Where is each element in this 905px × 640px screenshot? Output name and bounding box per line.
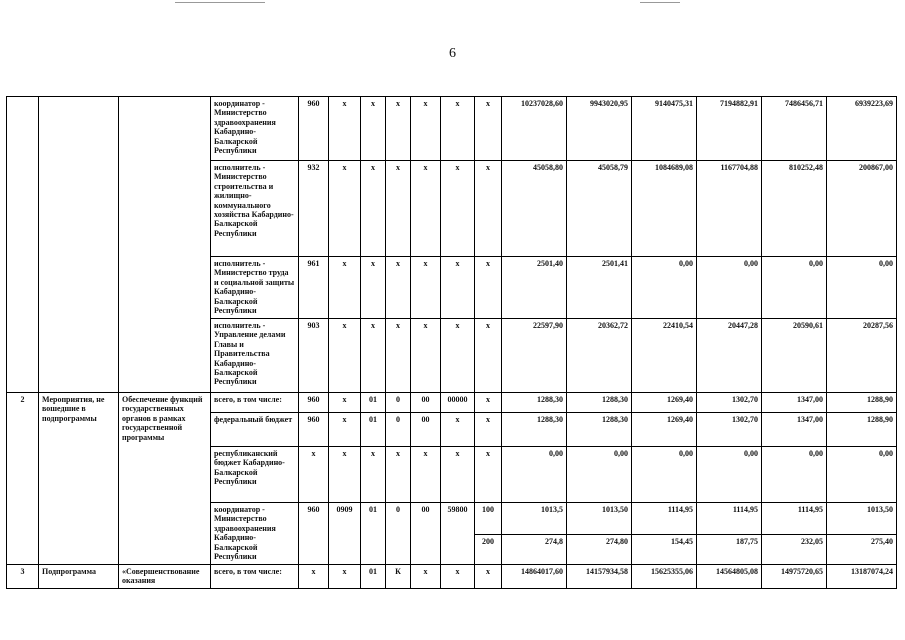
code-cell: 01 (361, 565, 386, 589)
value-cell: 1288,30 (567, 413, 632, 447)
value-cell: 1084689,08 (632, 161, 697, 257)
code-cell: x (411, 447, 441, 503)
value-cell: 200867,00 (827, 161, 897, 257)
value-cell: 1347,00 (762, 413, 827, 447)
value-cell: 0,00 (697, 447, 762, 503)
code-cell: x (299, 447, 329, 503)
code-cell: x (441, 447, 475, 503)
value-cell: 2501,41 (567, 257, 632, 319)
code-cell: 01 (361, 413, 386, 447)
value-cell: 22597,90 (502, 319, 567, 393)
actor-cell: исполнитель - Управление делами Главы и Правительства Кабардино-Балкарской Республики (211, 319, 299, 393)
page-number: 6 (449, 46, 456, 61)
value-cell: 1288,90 (827, 413, 897, 447)
code-cell: x (386, 447, 411, 503)
code-cell: x (475, 97, 502, 161)
scan-artifact (175, 2, 265, 3)
value-cell: 1288,30 (502, 393, 567, 413)
value-cell: 1269,40 (632, 393, 697, 413)
value-cell: 274,80 (567, 535, 632, 565)
code-cell: x (475, 413, 502, 447)
code-cell: x (441, 97, 475, 161)
code-cell: x (361, 161, 386, 257)
value-cell: 0,00 (502, 447, 567, 503)
value-cell: 1269,40 (632, 413, 697, 447)
code-cell: x (475, 257, 502, 319)
actor-cell: всего, в том числе: (211, 565, 299, 589)
code-cell: x (329, 97, 361, 161)
code-cell: x (475, 393, 502, 413)
table-row (7, 97, 897, 161)
value-cell: 1114,95 (697, 503, 762, 535)
code-cell: 00 (411, 503, 441, 565)
table-row (7, 565, 897, 589)
code-cell: x (361, 319, 386, 393)
value-cell: 20362,72 (567, 319, 632, 393)
code-cell: 932 (299, 161, 329, 257)
code-cell: x (329, 161, 361, 257)
value-cell: 14157934,58 (567, 565, 632, 589)
value-cell: 810252,48 (762, 161, 827, 257)
code-cell: x (386, 97, 411, 161)
code-cell: x (411, 257, 441, 319)
code-cell: 0 (386, 503, 411, 565)
code-cell: x (329, 393, 361, 413)
value-cell: 20287,56 (827, 319, 897, 393)
code-cell: 00 (411, 413, 441, 447)
value-cell: 7194882,91 (697, 97, 762, 161)
value-cell: 187,75 (697, 535, 762, 565)
value-cell: 274,8 (502, 535, 567, 565)
code-cell: x (361, 447, 386, 503)
code-cell: x (329, 447, 361, 503)
value-cell: 14564805,08 (697, 565, 762, 589)
code-cell: x (329, 257, 361, 319)
budget-table (6, 96, 897, 589)
code-cell: 59800 (441, 503, 475, 565)
value-cell: 7486456,71 (762, 97, 827, 161)
code-cell: 01 (361, 393, 386, 413)
code-cell: x (441, 413, 475, 447)
code-cell: x (411, 319, 441, 393)
value-cell: 1288,30 (567, 393, 632, 413)
value-cell: 1302,70 (697, 393, 762, 413)
value-cell: 0,00 (762, 447, 827, 503)
value-cell: 1013,50 (827, 503, 897, 535)
value-cell: 6939223,69 (827, 97, 897, 161)
code-cell: x (329, 319, 361, 393)
actor-cell: всего, в том числе: (211, 393, 299, 413)
code-cell: x (441, 319, 475, 393)
name-cell (119, 97, 211, 393)
value-cell: 232,05 (762, 535, 827, 565)
code-cell: x (441, 161, 475, 257)
code-cell: 960 (299, 413, 329, 447)
value-cell: 14864017,60 (502, 565, 567, 589)
value-cell: 0,00 (632, 257, 697, 319)
number-cell (7, 97, 39, 393)
value-cell: 154,45 (632, 535, 697, 565)
code-cell: x (475, 447, 502, 503)
value-cell: 0,00 (827, 257, 897, 319)
value-cell: 15625355,06 (632, 565, 697, 589)
name-cell: Обеспечение функций государственных органов в рамках государственной программы (119, 393, 211, 565)
code-cell: 960 (299, 393, 329, 413)
code-cell: 960 (299, 97, 329, 161)
value-cell: 1114,95 (632, 503, 697, 535)
code-cell: 0 (386, 413, 411, 447)
value-cell: 0,00 (632, 447, 697, 503)
value-cell: 0,00 (567, 447, 632, 503)
value-cell: 1302,70 (697, 413, 762, 447)
code-cell: x (475, 161, 502, 257)
actor-cell: исполнитель - Министерство строительства и жилищно-коммунального хозяйства Кабардино-Балкарской Республики (211, 161, 299, 257)
code-cell: x (386, 257, 411, 319)
code-cell: x (361, 257, 386, 319)
code-cell: 01 (361, 503, 386, 565)
code-cell: x (299, 565, 329, 589)
code-cell: x (411, 161, 441, 257)
value-cell: 1013,50 (567, 503, 632, 535)
value-cell: 45058,80 (502, 161, 567, 257)
value-cell: 0,00 (697, 257, 762, 319)
value-cell: 1347,00 (762, 393, 827, 413)
actor-cell: координатор - Министерство здравоохранения Кабардино-Балкарской Республики (211, 503, 299, 565)
value-cell: 20590,61 (762, 319, 827, 393)
value-cell: 0,00 (762, 257, 827, 319)
type-cell (39, 97, 119, 393)
value-cell: 2501,40 (502, 257, 567, 319)
number-cell: 3 (7, 565, 39, 589)
code-cell: x (441, 257, 475, 319)
code-cell: x (361, 97, 386, 161)
value-cell: 10237028,60 (502, 97, 567, 161)
code-cell: 00000 (441, 393, 475, 413)
type-cell: Мероприятия, не вошедшие в подпрограммы (39, 393, 119, 565)
table-row (7, 393, 897, 413)
actor-cell: исполнитель - Министерство труда и социальной защиты Кабардино-Балкарской Республики (211, 257, 299, 319)
actor-cell: федеральный бюджет (211, 413, 299, 447)
code-cell: x (411, 565, 441, 589)
code-cell: 200 (475, 535, 502, 565)
actor-cell: координатор - Министерство здравоохранения Кабардино-Балкарской Республики (211, 97, 299, 161)
name-cell: «Совершенствование оказания (119, 565, 211, 589)
code-cell: x (386, 161, 411, 257)
value-cell: 20447,28 (697, 319, 762, 393)
actor-cell: республиканский бюджет Кабардино-Балкарской Республики (211, 447, 299, 503)
value-cell: 1288,30 (502, 413, 567, 447)
value-cell: 1167704,88 (697, 161, 762, 257)
code-cell: 961 (299, 257, 329, 319)
code-cell: x (411, 97, 441, 161)
code-cell: x (386, 319, 411, 393)
code-cell: x (475, 319, 502, 393)
code-cell: К (386, 565, 411, 589)
code-cell: 0909 (329, 503, 361, 565)
type-cell: Подпрограмма (39, 565, 119, 589)
value-cell: 9943020,95 (567, 97, 632, 161)
value-cell: 1013,5 (502, 503, 567, 535)
value-cell: 22410,54 (632, 319, 697, 393)
code-cell: 960 (299, 503, 329, 565)
code-cell: x (329, 413, 361, 447)
value-cell: 1114,95 (762, 503, 827, 535)
value-cell: 9140475,31 (632, 97, 697, 161)
value-cell: 1288,90 (827, 393, 897, 413)
code-cell: 0 (386, 393, 411, 413)
code-cell: 903 (299, 319, 329, 393)
value-cell: 13187074,24 (827, 565, 897, 589)
value-cell: 14975720,65 (762, 565, 827, 589)
code-cell: x (475, 565, 502, 589)
scan-artifact (640, 2, 680, 3)
value-cell: 45058,79 (567, 161, 632, 257)
code-cell: x (441, 565, 475, 589)
value-cell: 275,40 (827, 535, 897, 565)
code-cell: 00 (411, 393, 441, 413)
code-cell: 100 (475, 503, 502, 535)
number-cell: 2 (7, 393, 39, 565)
code-cell: x (329, 565, 361, 589)
value-cell: 0,00 (827, 447, 897, 503)
